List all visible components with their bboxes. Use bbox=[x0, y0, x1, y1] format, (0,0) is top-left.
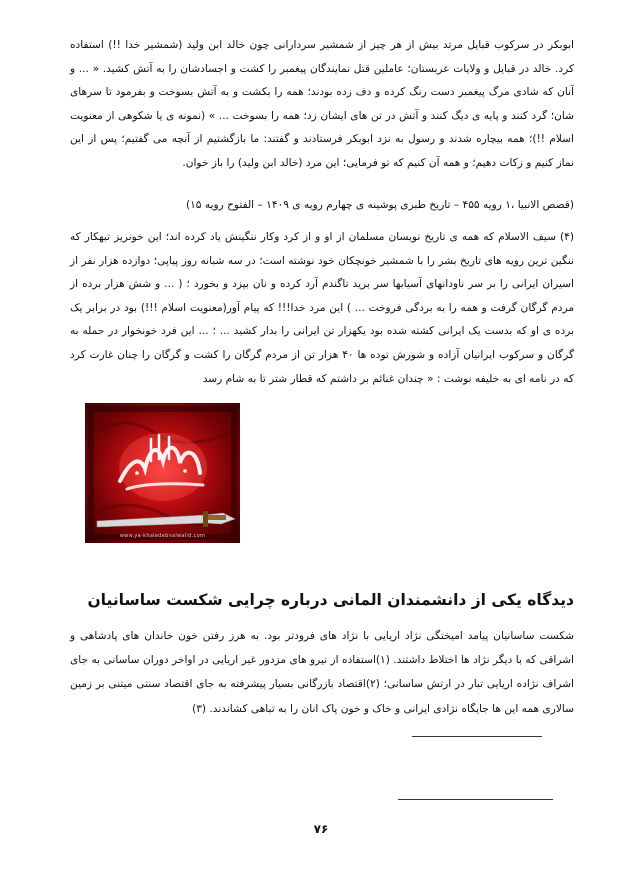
section-heading: دیدگاه یکی از دانشمندان المانی درباره چرایی شکست ساسانیان bbox=[87, 591, 574, 609]
page-number: ۷۶ bbox=[313, 822, 329, 836]
flag-artwork bbox=[85, 403, 240, 543]
footnote-separator-line bbox=[398, 799, 553, 800]
image-watermark-caption: www.ya-khaledebnalwalid.com bbox=[119, 533, 206, 539]
citation-reference: (قصص الانبیا ،۱ رویه ۴۵۵ – تاریخ طبری پوشینه ی چهارم رویه ی ۱۴۰۹ – الفتوح رویه ۱۵) bbox=[185, 199, 574, 211]
red-flag-calligraphy-image bbox=[85, 403, 240, 543]
paragraph-german-scholar-view: شکست ساسانیان پیامد امیختگی نژاد اریایی با نژاد های فرودتر بود. به هرز رفتن خون خاندان های پادشاهی و اشراقی که با دیگر نژاد ها اختلاط داشتند. (۱)استفاده از نیرو های مزدور غیر اریایی در اواخر دوران ساسانی به جای اشراف نژاده اریایی تبار در ارتش ساسانی؛ (۲)اقتصاد بازرگانی بسیار پیشرفته به جای اقتصاد سنتی میتنی بر زمین سالاری همه این ها جایگاه نژادی ایرانی و خاک و خون پاک انان را به تباهی کشاندند. (۳) bbox=[70, 630, 574, 715]
section-separator-line bbox=[412, 736, 542, 737]
paragraph-khalid-apostates: ابوبکر در سرکوب قبایل مرتد بیش از هر چیز از شمشیر سردارانی چون خالد ابن ولید (شمشیر خدا !!) استفاده کرد. خالد در قبایل و ولایات عربستان؛ عاملین قتل نمایندگان پیغمبر را کشت و اجسادشان را به آتش کشید. « ... و آنان که شادی مرگ پیغمبر دست رنگ کرده و دف زده بودند؛ همه را بکشت و به آتش بسوخت و بفرمود تا سرهای شان؛ گرد کنند و پایه ی دیگ کنند و آتش در تن های ایشان زد؛ همه را بسوخت ... » (نمونه ی یا شکوهی از معنویت اسلام !!)؛ همه بیچاره شدند و رسول به نزد ابوبکر فرستادند و گفتند: ما بازگشتیم از آنچه می گفتیم؛ پس از این نماز کنیم و زکات دهیم؛ و همه آن کنیم که تو فرمایی؛ این مرد (خالد ابن ولید) را باز خوان. bbox=[70, 39, 574, 169]
paragraph-sword-of-islam: (۴) سیف الاسلام که همه ی تاریخ نویسان مسلمان از او و از کرد وکار ننگینش یاد کرده اند؛ این خونریز تبهکار که ننگین ترین رویه های تاریخ بشر را با شمشیر خونچکان خود نوشته است؛ در سه شبانه روز پیاپی؛ دوازده هزار نفر از اسیران ایرانی را بر سر ناودانهای آسیابها سر برید تاگندم آرد کرده و نان بپزد و بخورد ؛ ( ... و شش هزار برده از مردم گرگان گرفت و همه را به بردگی فروخت ... ) این مرد خدا!!! که پیام آور(معنویت اسلام !!!) بود در برابر یک برده ی او که بدست یک ایرانی کشته شده بود یکهزار تن ایرانی را بدار کشید ... ؛ ... این فرد خونخوار در حمله به گرگان و سرکوب ایرانیان آزاده و شورش توده ها ۴۰ هزار تن از مردم گرگان را کشت و گرگان را چنان غارت کرد که در نامه ای به خلیفه نوشت : « چندان غنائم بر داشتم که قطار شتر تا به شام رسد bbox=[70, 231, 574, 385]
